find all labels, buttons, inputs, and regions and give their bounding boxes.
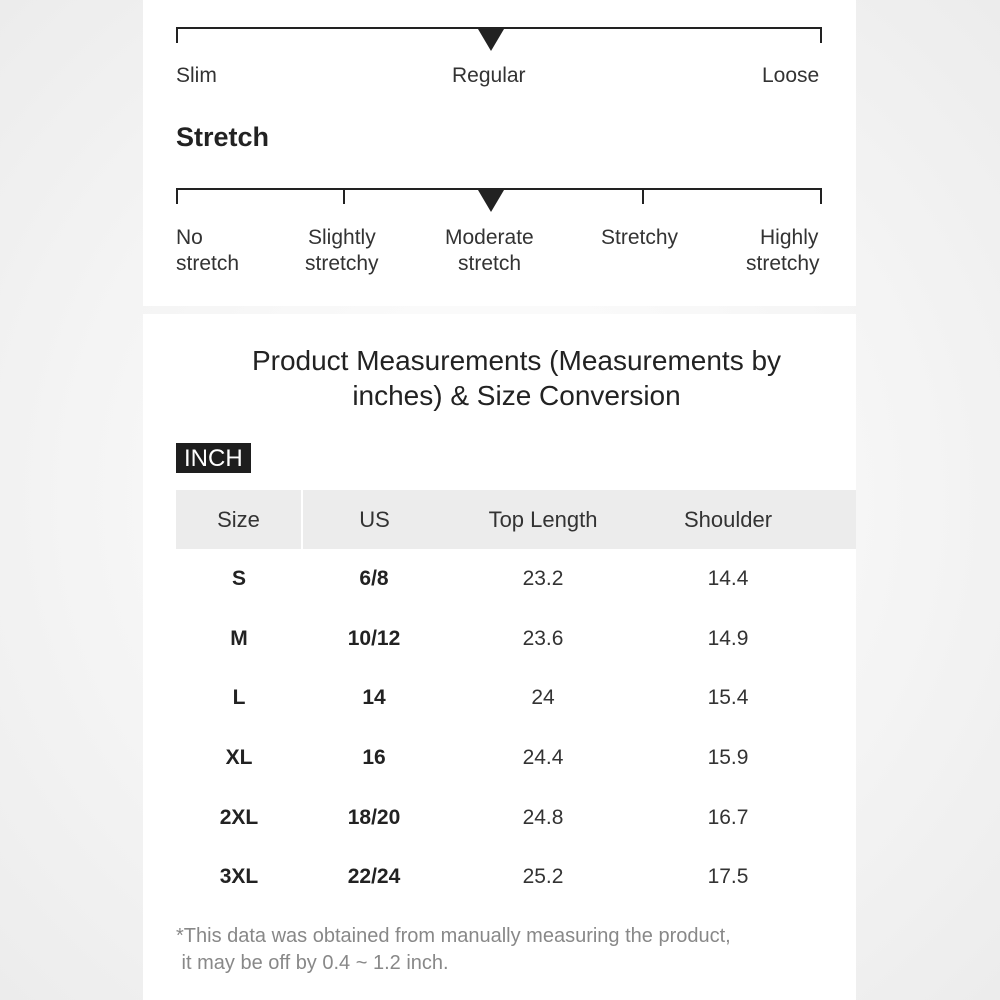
cell-top-length: 24.8 <box>522 805 564 829</box>
stretch-tick-2 <box>343 188 345 204</box>
fit-label-slim: Slim <box>176 64 217 87</box>
cell-size: S <box>231 566 246 590</box>
cell-us: 22/24 <box>347 865 401 889</box>
measurements-title-line1: Product Measurements (Measurements by <box>251 345 782 376</box>
cell-size: XL <box>225 745 253 769</box>
cell-shoulder: 17.5 <box>707 865 749 889</box>
stretch-tick-4 <box>642 188 644 204</box>
cell-clipped <box>816 549 856 609</box>
cell-size: L <box>232 686 246 710</box>
header-shoulder: Shoulder <box>640 490 816 549</box>
table-header-row <box>176 490 856 549</box>
cell-clipped <box>816 728 856 788</box>
cell-us: 18/20 <box>347 805 401 829</box>
stretch-label-slightly-1: Slightly <box>308 226 376 249</box>
cell-top-length: 24.4 <box>522 745 564 769</box>
cell-clipped <box>816 609 856 669</box>
cell-shoulder: 14.9 <box>707 626 749 650</box>
cell-shoulder: 15.4 <box>707 686 749 710</box>
cell-top-length: 25.2 <box>522 865 564 889</box>
cell-us: 14 <box>362 686 386 710</box>
stretch-label-moderate-1: Moderate <box>445 226 534 249</box>
measurements-title-line2: inches) & Size Conversion <box>352 380 681 411</box>
cell-us: 6/8 <box>359 566 389 590</box>
stretch-label-highly-2: stretchy <box>746 252 820 275</box>
cell-size: 2XL <box>219 805 259 829</box>
stretch-label-no-2: stretch <box>176 252 240 275</box>
cell-clipped <box>816 847 856 907</box>
table-row <box>176 847 856 907</box>
header-top-length: Top Length <box>446 490 640 549</box>
cell-size: M <box>230 626 248 650</box>
cell-clipped <box>816 788 856 848</box>
stretch-tick-5 <box>820 188 822 204</box>
cell-us: 16 <box>362 745 386 769</box>
table-row <box>176 609 856 669</box>
header-clipped <box>816 490 856 549</box>
cell-top-length: 24 <box>531 686 555 710</box>
footnote-line2: it may be off by 0.4 ~ 1.2 inch. <box>176 952 449 974</box>
footnote-line1: *This data was obtained from manually measuring the product, <box>176 925 731 947</box>
cell-shoulder: 16.7 <box>707 805 749 829</box>
cell-top-length: 23.6 <box>522 626 564 650</box>
unit-tag-inch: INCH <box>176 443 251 473</box>
stretch-label-no-1: No <box>176 226 203 249</box>
cell-us: 10/12 <box>347 626 401 650</box>
stretch-label-stretchy: Stretchy <box>601 226 679 249</box>
table-row <box>176 549 856 609</box>
cell-clipped <box>816 668 856 728</box>
table-row <box>176 788 856 848</box>
stretch-scale <box>176 188 822 228</box>
stretch-label-highly-1: Highly <box>760 226 819 249</box>
stretch-label-slightly-2: stretchy <box>305 252 379 275</box>
fit-stretch-card <box>143 0 856 306</box>
measurements-title <box>203 343 830 413</box>
stretch-label-moderate-2: stretch <box>458 252 522 275</box>
fit-label-regular: Regular <box>452 64 526 87</box>
stretch-title: Stretch <box>176 122 270 152</box>
size-table <box>176 490 856 907</box>
header-size: Size <box>176 490 302 549</box>
fit-label-loose: Loose <box>762 64 820 87</box>
measurement-footnote <box>176 923 826 977</box>
stretch-tick-1 <box>176 188 178 204</box>
table-row <box>176 728 856 788</box>
stretch-marker-triangle <box>478 190 504 212</box>
cell-top-length: 23.2 <box>522 566 564 590</box>
header-us: US <box>302 490 446 549</box>
table-row <box>176 668 856 728</box>
cell-shoulder: 15.9 <box>707 745 749 769</box>
fit-tick-right <box>820 27 822 43</box>
cell-size: 3XL <box>219 865 259 889</box>
fit-tick-left <box>176 27 178 43</box>
cell-shoulder: 14.4 <box>707 566 749 590</box>
fit-marker-triangle <box>478 29 504 51</box>
